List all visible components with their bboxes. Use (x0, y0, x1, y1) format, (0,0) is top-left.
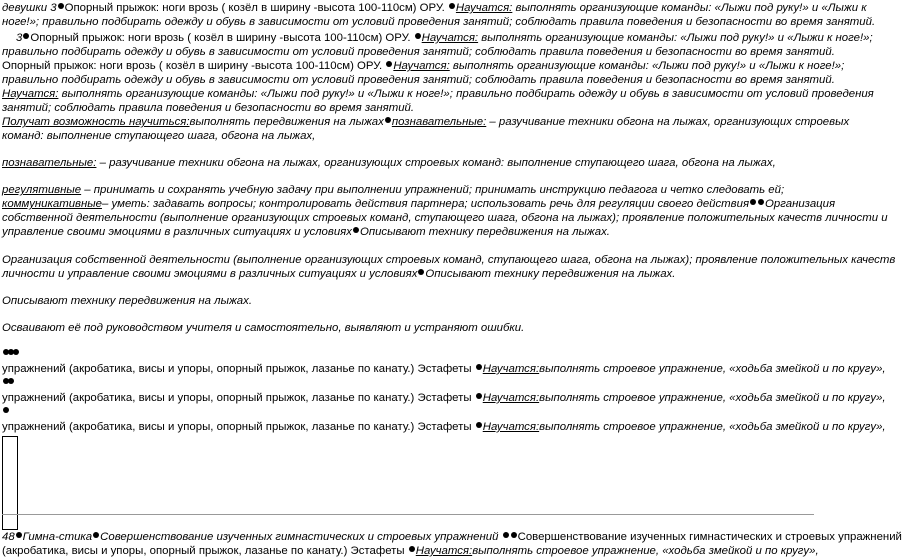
text-line: Осваивают её под руководством учителя и самостоятельно, выявляют и устраняют ошибки. (2, 322, 525, 334)
bullet-icon (511, 532, 517, 538)
text-line: девушки 3 Опорный прыжок: ноги врозь ( козёл в ширину -высота 100-110см) ОРУ. Научатся: выполнять организующие команды: «Лыжи под руку!» и «Лыжи к (2, 2, 867, 14)
bullet-icon (409, 546, 415, 552)
text-line: Получат возможность научиться:выполнять передвижения на лыжах познавательные: – разучивание техники обгона на лыжах, организующих строевых (2, 116, 850, 128)
text-line: Организация собственной деятельности (выполнение организующих строевых команд, ступающего шага, обгона на лыжах); проявление положительных качеств (2, 254, 896, 266)
text-line: правильно подбирать одежду и обувь в зависимости от условий проведения занятий; соблюдать правила поведения и безопасности во время занятий. (2, 46, 835, 58)
text-line: коммуникативные– уметь: задавать вопросы; контролировать действия партнера; использовать речь для регуляции своего действия Организация (2, 198, 836, 210)
bullet-icon (449, 3, 455, 9)
bullet-icon (353, 227, 359, 233)
text-line: упражнений (акробатика, висы и упоры, опорный прыжок, лазанье по канату.) Эстафеты Научатся:выполнять строевое упражнение, «ходьба змейкой и по кругу», (2, 392, 886, 404)
bullet-icon (476, 393, 482, 399)
text-line: 3 Опорный прыжок: ноги врозь ( козёл в ширину -высота 100-110см) ОРУ. Научатся: выполнять организующие команды: «Лыжи под руку!» и «Лыжи к ноге!»; (16, 32, 873, 44)
bullet-icon (3, 407, 9, 413)
text-line: управление своими эмоциями в различных ситуациях и условиях Описывают технику передвижения на лыжах. (2, 226, 610, 238)
bullet-icon (93, 532, 99, 538)
bullet-icon (750, 199, 756, 205)
table-cell-border (2, 436, 18, 530)
bullet-row (2, 376, 816, 390)
text-line: (акробатика, висы и упоры, опорный прыжок, лазанье по канату.) Эстафеты Научатся:выполнять строевое упражнение, «ходьба змейкой и по кругу», (2, 545, 819, 557)
text-line: ноге!»; правильно подбирать одежду и обувь в зависимости от условий проведения занятий; соблюдать правила поведения и безопасности во время занятий. (2, 16, 876, 28)
bullet-icon (476, 364, 482, 370)
bullet-icon (503, 532, 509, 538)
bullet-icon (476, 422, 482, 428)
text-line: Описывают технику передвижения на лыжах. (2, 295, 252, 307)
bullet-icon (415, 33, 421, 39)
bullet-icon (16, 532, 22, 538)
text-line: Опорный прыжок: ноги врозь ( козёл в ширину -высота 100-110см) ОРУ. Научатся: выполнять организующие команды: «Лыжи под руку!» и «Лыжи к ноге!»; (2, 60, 845, 72)
bullet-icon (8, 378, 14, 384)
text-line: правильно подбирать одежду и обувь в зависимости от условий проведения занятий; соблюдать правила поведения и безопасности во время занятий. (2, 74, 835, 86)
text-line: регулятивные – принимать и сохранять учебную задачу при выполнении упражнений; принимать инструкцию педагога и четко следовать ей; (2, 184, 785, 196)
bullet-icon (386, 61, 392, 67)
text-line: личности и управление своими эмоциями в различных ситуациях и условиях Описывают технику передвижения на лыжах. (2, 268, 676, 280)
text-line: занятий; соблюдать правила поведения и безопасности во время занятий. (2, 102, 415, 114)
bullet-icon (23, 33, 29, 39)
divider (2, 514, 814, 515)
text-line: упражнений (акробатика, висы и упоры, опорный прыжок, лазанье по канату.) Эстафеты Научатся:выполнять строевое упражнение, «ходьба змейкой и по кругу», (2, 421, 886, 433)
bullet-icon (58, 3, 64, 9)
bullet-row (2, 347, 816, 361)
bullet-icon (385, 117, 391, 123)
bullet-icon (13, 349, 19, 355)
text-line: познавательные: – разучивание техники обгона на лыжах, организующих строевых команд: выполнение ступающего шага, обгона на лыжах, (2, 157, 776, 169)
bullet-icon (418, 269, 424, 275)
text-line: Научатся: выполнять организующие команды: «Лыжи под руку!» и «Лыжи к ноге!»; правильно подбирать одежду и обувь в зависимости от условий проведения (2, 88, 874, 100)
bullet-row (2, 405, 816, 419)
text-line: собственной деятельности (выполнение организующих строевых команд, ступающего шага, обгона на лыжах); проявление положительных качеств личности и (2, 212, 888, 224)
text-line: команд: выполнение ступающего шага, обгона на лыжах, (2, 130, 316, 142)
bullet-icon (758, 199, 764, 205)
text-line: 48 Гимна-стика Совершенствование изученных гимнастических и строевых упражнений Совершенствование изученных гимнастических и строевых упражнений (2, 531, 902, 543)
text-line: упражнений (акробатика, висы и упоры, опорный прыжок, лазанье по канату.) Эстафеты Научатся:выполнять строевое упражнение, «ходьба змейкой и по кругу», (2, 363, 886, 375)
